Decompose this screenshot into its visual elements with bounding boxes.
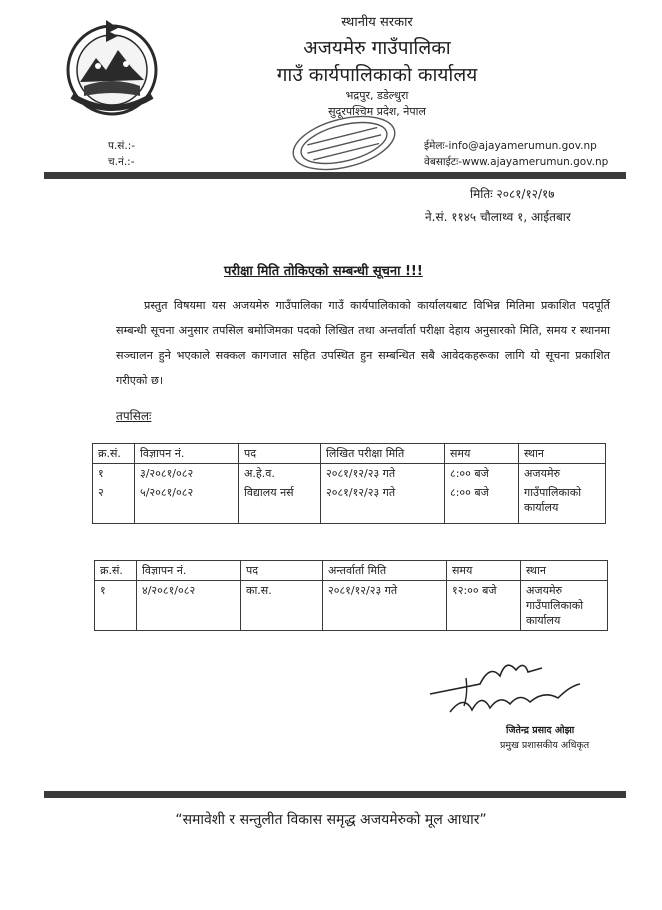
email-contact[interactable]: ईमेलः-info@ajayamerumun.gov.np [424, 140, 597, 152]
col-header-venue: स्थान [519, 444, 606, 464]
col-header-advert-no: विज्ञापन नं. [135, 444, 239, 464]
notice-title: परीक्षा मिति तोकिएको सम्बन्धी सूचना !!! [224, 264, 423, 279]
cell-serial: २ [93, 483, 135, 523]
col-header-position: पद [239, 444, 321, 464]
col-header-time: समय [445, 444, 519, 464]
written-exam-table [92, 443, 606, 524]
date-nepal-sambat: ने.सं. ११४५ चौलाथ्व १, आईतबार [425, 210, 571, 224]
cell-time: १२:०० बजे [447, 581, 521, 631]
cell-exam-date: २०८१/१२/२३ गते [321, 464, 445, 484]
col-header-advert-no: विज्ञापन नं. [137, 561, 241, 581]
cell-venue: अजयमेरु [519, 464, 606, 484]
date-bs: मितिः २०८१/१२/१७ [470, 187, 555, 201]
col-header-exam-date: लिखित परीक्षा मिति [321, 444, 445, 464]
col-header-time: समय [447, 561, 521, 581]
interview-table [94, 560, 608, 631]
cell-advert-no: ५/२०८१/०८२ [135, 483, 239, 523]
cell-interview-date: २०८१/१२/२३ गते [323, 581, 447, 631]
footer-divider [44, 791, 626, 798]
cell-exam-date: २०८१/१२/२३ गते [321, 483, 445, 523]
header-divider [44, 172, 626, 179]
letterhead-line-local-government: स्थानीय सरकार [341, 15, 413, 30]
letterhead-address: भद्रपुर, डडेल्धुरा [345, 89, 409, 102]
footer-slogan: “समावेशी र सन्तुलीत विकास समृद्ध अजयमेरुको मूल आधार” [175, 812, 487, 828]
cell-time: ८:०० बजे [445, 464, 519, 484]
handwritten-signature [420, 654, 590, 720]
col-header-venue: स्थान [521, 561, 608, 581]
signatory-role: प्रमुख प्रशासकीय अधिकृत [500, 740, 590, 751]
notice-body: प्रस्तुत विषयमा यस अजयमेरु गाउँपालिका गाउँ कार्यपालिकाको कार्यालयबाट विभिन्न मितिमा प्रकाशित पदपूर्ति सम्बन्धी सूचना अनुसार तपसिल बमोजिमका पदको लिखित तथा अन्तर्वार्ता परीक्षा देहाय अनुसारको मिति, समय र स्थानमा सञ्चालन हुने भएकाले सक्कल कागजात सहित उपस्थित हुन सम्बन्धित सबै आवेदकहरूका लागि यो सूचना प्रकाशित गरीएको छ। [116, 299, 610, 387]
cell-venue: गाउँपालिकाको कार्यालय [519, 483, 606, 523]
chalani-number-label: च.नं.:- [108, 156, 135, 168]
col-header-serial: क्र.सं. [93, 444, 135, 464]
col-header-interview-date: अन्तर्वार्ता मिति [323, 561, 447, 581]
details-label: तपसिलः [116, 409, 152, 423]
table-header-row [93, 444, 606, 464]
col-header-position: पद [241, 561, 323, 581]
office-stamp [288, 114, 400, 172]
cell-time: ८:०० बजे [445, 483, 519, 523]
cell-advert-no: ३/२०८१/०८२ [135, 464, 239, 484]
cell-advert-no: ४/२०८१/०८२ [137, 581, 241, 631]
table-row [93, 483, 606, 523]
patra-sankhya-label: प.सं.:- [108, 140, 136, 152]
cell-serial: १ [93, 464, 135, 484]
letterhead-province: सुदूरपश्चिम प्रदेश, नेपाल [328, 105, 426, 118]
website-contact[interactable]: वेबसाईटः-www.ajayamerumun.gov.np [424, 156, 609, 168]
table-row [95, 581, 608, 631]
cell-serial: १ [95, 581, 137, 631]
cell-position: अ.हे.व. [239, 464, 321, 484]
signatory-name: जितेन्द्र प्रसाद ओझा [506, 725, 575, 736]
cell-position: का.स. [241, 581, 323, 631]
letterhead-office-name: गाउँ कार्यपालिकाको कार्यालय [276, 64, 478, 86]
cell-position: विद्यालय नर्स [239, 483, 321, 523]
col-header-serial: क्र.सं. [95, 561, 137, 581]
cell-venue: अजयमेरु गाउँपालिकाको कार्यालय [521, 581, 608, 631]
table-row [93, 464, 606, 484]
table-header-row [95, 561, 608, 581]
letterhead-municipality-name: अजयमेरु गाउँपालिका [303, 37, 451, 59]
